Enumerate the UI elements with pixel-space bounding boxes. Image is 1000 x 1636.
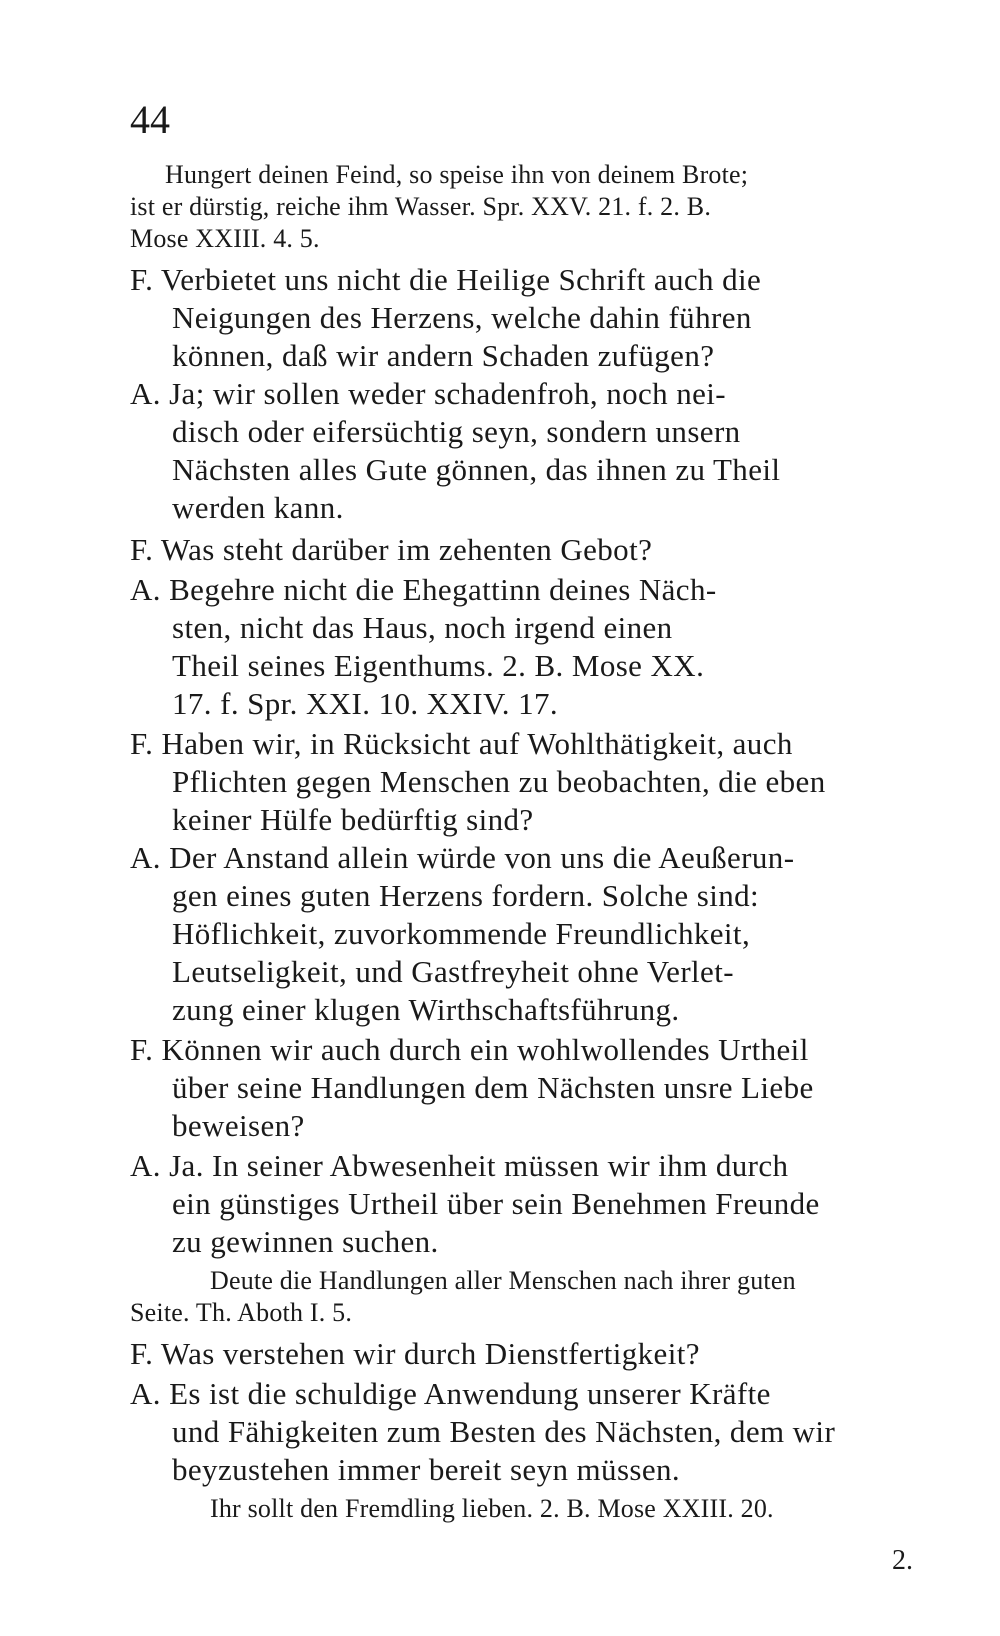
quote-line: Mose XXIII. 4. 5.: [130, 224, 320, 253]
quote-line: ist er dürstig, reiche ihm Wasser. Spr. XXV. 21. f. 2. B.: [130, 192, 712, 221]
quote-line: Seite. Th. Aboth I. 5.: [130, 1298, 353, 1327]
answer-line: sten, nicht das Haus, noch irgend einen: [172, 610, 673, 645]
answer-line: 17. f. Spr. XXI. 10. XXIV. 17.: [172, 686, 559, 721]
answer-line: disch oder eifersüchtig seyn, sondern unsern: [172, 414, 741, 449]
question-line: beweisen?: [172, 1108, 305, 1143]
answer-line: A. Es ist die schuldige Anwendung unserer Kräfte: [130, 1376, 771, 1411]
answer-line: zu gewinnen suchen.: [172, 1224, 439, 1259]
answer-line: und Fähigkeiten zum Besten des Nächsten, dem wir: [172, 1414, 836, 1449]
answer-line: Höflichkeit, zuvorkommende Freundlichkeit,: [172, 916, 751, 951]
question-line: F. Was steht darüber im zehenten Gebot?: [130, 532, 653, 567]
answer-line: werden kann.: [172, 490, 344, 525]
answer-line: Nächsten alles Gute gönnen, das ihnen zu Theil: [172, 452, 781, 487]
quote-line: Deute die Handlungen aller Menschen nach ihrer guten: [210, 1266, 796, 1295]
answer-line: A. Der Anstand allein würde von uns die Aeußerun-: [130, 840, 795, 875]
answer-line: gen eines guten Herzens fordern. Solche sind:: [172, 878, 760, 913]
question-line: F. Verbietet uns nicht die Heilige Schrift auch die: [130, 262, 762, 297]
answer-line: ein günstiges Urtheil über sein Benehmen Freunde: [172, 1186, 820, 1221]
answer-line: Theil seines Eigenthums. 2. B. Mose XX.: [172, 648, 705, 683]
catchword: 2.: [892, 1545, 913, 1576]
question-line: können, daß wir andern Schaden zufügen?: [172, 338, 715, 373]
question-line: keiner Hülfe bedürftig sind?: [172, 802, 534, 837]
quote-line: Ihr sollt den Fremdling lieben. 2. B. Mose XXIII. 20.: [210, 1494, 774, 1523]
question-line: über seine Handlungen dem Nächsten unsre Liebe: [172, 1070, 814, 1105]
question-line: F. Können wir auch durch ein wohlwollendes Urtheil: [130, 1032, 809, 1067]
question-line: Neigungen des Herzens, welche dahin führen: [172, 300, 752, 335]
answer-line: beyzustehen immer bereit seyn müssen.: [172, 1452, 681, 1487]
answer-line: A. Begehre nicht die Ehegattinn deines Näch-: [130, 572, 717, 607]
quote-line: Hungert deinen Feind, so speise ihn von deinem Brote;: [165, 160, 749, 189]
question-line: Pflichten gegen Menschen zu beobachten, die eben: [172, 764, 826, 799]
page-number: 44: [130, 97, 170, 142]
question-line: F. Haben wir, in Rücksicht auf Wohlthätigkeit, auch: [130, 726, 793, 761]
answer-line: A. Ja. In seiner Abwesenheit müssen wir ihm durch: [130, 1148, 789, 1183]
answer-line: A. Ja; wir sollen weder schadenfroh, noch nei-: [130, 376, 727, 411]
answer-line: Leutseligkeit, und Gastfreyheit ohne Verlet-: [172, 954, 734, 989]
question-line: F. Was verstehen wir durch Dienstfertigkeit?: [130, 1336, 700, 1371]
answer-line: zung einer klugen Wirthschaftsführung.: [172, 992, 680, 1027]
